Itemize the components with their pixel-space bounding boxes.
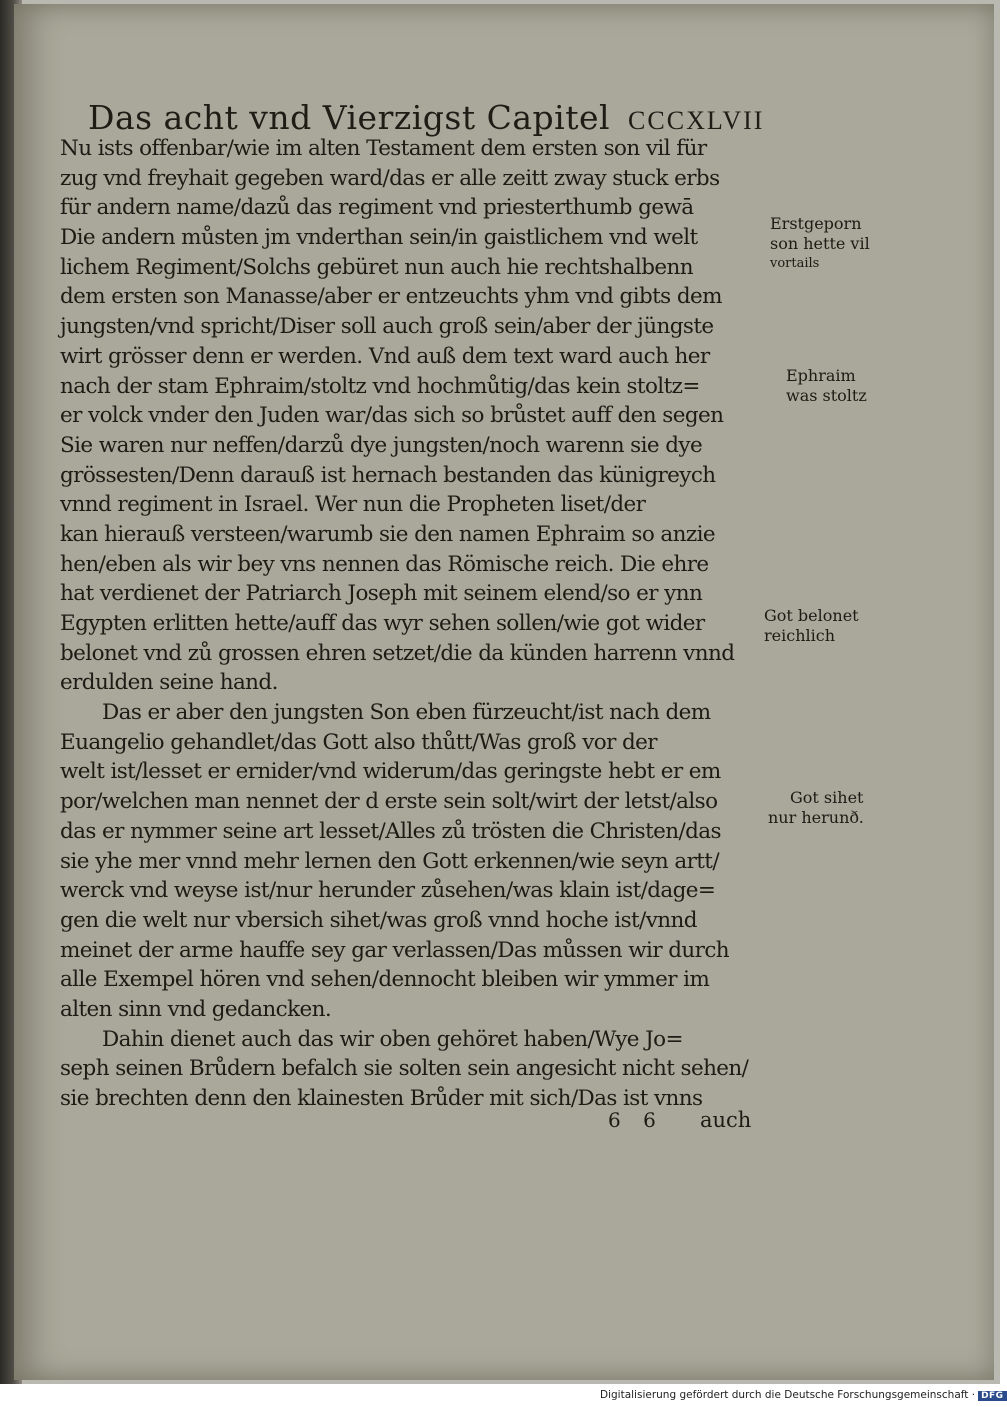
text-line: welt ist/lesset er ernider/vnd widerum/das geringste hebt er em bbox=[60, 759, 721, 785]
text-line: sie brechten denn den klainesten Brůder mit sich/Das ist vnns bbox=[60, 1086, 703, 1111]
text-line: sie yhe mer vnnd mehr lernen den Gott erkennen/wie seyn artt/ bbox=[60, 848, 719, 874]
text-line: Das er aber den jungsten Son eben fürzeucht/ist nach dem bbox=[102, 700, 711, 726]
marginal-note-line: Got sihet bbox=[790, 788, 864, 807]
text-line: vnnd regiment in Israel. Wer nun die Propheten liset/der bbox=[60, 492, 646, 518]
text-line: dem ersten son Manasse/aber er entzeuchts yhm vnd gibts dem bbox=[60, 284, 722, 310]
folio-number: CCCXLVII bbox=[628, 106, 765, 135]
signature-mark: 6 6 bbox=[608, 1108, 664, 1132]
text-line: gen die welt nur vbersich sihet/was groß vnnd hoche ist/vnnd bbox=[60, 907, 697, 933]
dfg-logo: DFG bbox=[978, 1391, 1007, 1401]
text-line: alten sinn vnd gedancken. bbox=[60, 996, 332, 1022]
text-line: nach der stam Ephraim/stoltz vnd hochmůtig/das kein stoltz= bbox=[60, 373, 700, 399]
marginal-note-line: vortails bbox=[770, 256, 820, 271]
credit-text: Digitalisierung gefördert durch die Deutsche Forschungsgemeinschaft · bbox=[600, 1389, 976, 1401]
marginal-note-line: was stoltz bbox=[786, 386, 867, 405]
text-line: werck vnd weyse ist/nur herunder zůsehen/was klain ist/dage= bbox=[60, 878, 716, 904]
text-line: meinet der arme hauffe sey gar verlassen/Das můssen wir durch bbox=[60, 937, 730, 963]
text-line: Egypten erlitten hette/auff das wyr sehen sollen/wie got wider bbox=[60, 611, 705, 636]
marginal-note-line: Got belonet bbox=[764, 606, 859, 625]
text-line: zug vnd freyhait gegeben ward/das er alle zeitt zway stuck erbs bbox=[60, 165, 720, 191]
text-line: für andern name/dazů das regiment vnd priesterthumb gewā bbox=[60, 195, 694, 221]
text-line: seph seinen Brůdern befalch sie solten sein angesicht nicht sehen/ bbox=[60, 1056, 749, 1082]
text-line: jungsten/vnd spricht/Diser soll auch groß sein/aber der jüngste bbox=[60, 314, 714, 340]
marginal-note-line: reichlich bbox=[764, 626, 835, 645]
marginal-note-line: son hette vil bbox=[770, 234, 870, 253]
text-line: er volck vnder den Juden war/das sich so brůstet auff den segen bbox=[60, 403, 724, 429]
text-line: alle Exempel hören vnd sehen/dennocht bleiben wir ymmer im bbox=[60, 967, 710, 993]
marginal-note-lowly bbox=[768, 788, 864, 828]
text-line: Sie waren nur neffen/darzů dye jungsten/noch warenn sie dye bbox=[60, 432, 703, 458]
marginal-note-line: nur herunð. bbox=[768, 808, 864, 827]
text-line: grössesten/Denn darauß ist hernach bestanden das künigreych bbox=[60, 462, 716, 488]
text-line: hat verdienet der Patriarch Joseph mit seinem elend/so er ynn bbox=[60, 581, 703, 607]
catchword: auch bbox=[700, 1108, 752, 1132]
text-line: Nu ists offenbar/wie im alten Testament dem ersten son vil für bbox=[60, 136, 707, 161]
digitization-credit bbox=[600, 1389, 1007, 1401]
text-line: Dahin dienet auch das wir oben gehöret haben/Wye Jo= bbox=[102, 1026, 683, 1052]
text-line: das er nymmer seine art lesset/Alles zů trösten die Christen/das bbox=[60, 818, 721, 844]
marginal-note-reward bbox=[764, 606, 859, 646]
marginal-note-ephraim bbox=[786, 366, 867, 406]
text-line: por/welchen man nennet der d erste sein solt/wirt der letst/also bbox=[60, 789, 718, 815]
text-line: Die andern můsten jm vnderthan sein/in gaistlichem vnd welt bbox=[60, 225, 698, 251]
text-line: lichem Regiment/Solchs gebüret nun auch hie rechtshalbenn bbox=[60, 254, 693, 280]
marginal-note-line: Ephraim bbox=[786, 366, 856, 385]
chapter-heading: Das acht vnd Vierzigst Capitel bbox=[88, 98, 611, 137]
running-header bbox=[88, 98, 768, 137]
text-line: kan hierauß versteen/warumb sie den namen Ephraim so anzie bbox=[60, 521, 715, 547]
main-text-block bbox=[60, 134, 760, 1114]
text-line: Euangelio gehandlet/das Gott also thůtt/Was groß vor der bbox=[60, 729, 657, 755]
marginal-note-firstborn bbox=[770, 214, 870, 274]
text-line: hen/eben als wir bey vns nennen das Römische reich. Die ehre bbox=[60, 551, 709, 577]
marginal-note-line: Erstgeporn bbox=[770, 214, 862, 233]
text-line: erdulden seine hand. bbox=[60, 670, 278, 696]
text-line: belonet vnd zů grossen ehren setzet/die da künden harrenn vnnd bbox=[60, 640, 735, 666]
text-line: wirt grösser denn er werden. Vnd auß dem text ward auch her bbox=[60, 343, 710, 369]
